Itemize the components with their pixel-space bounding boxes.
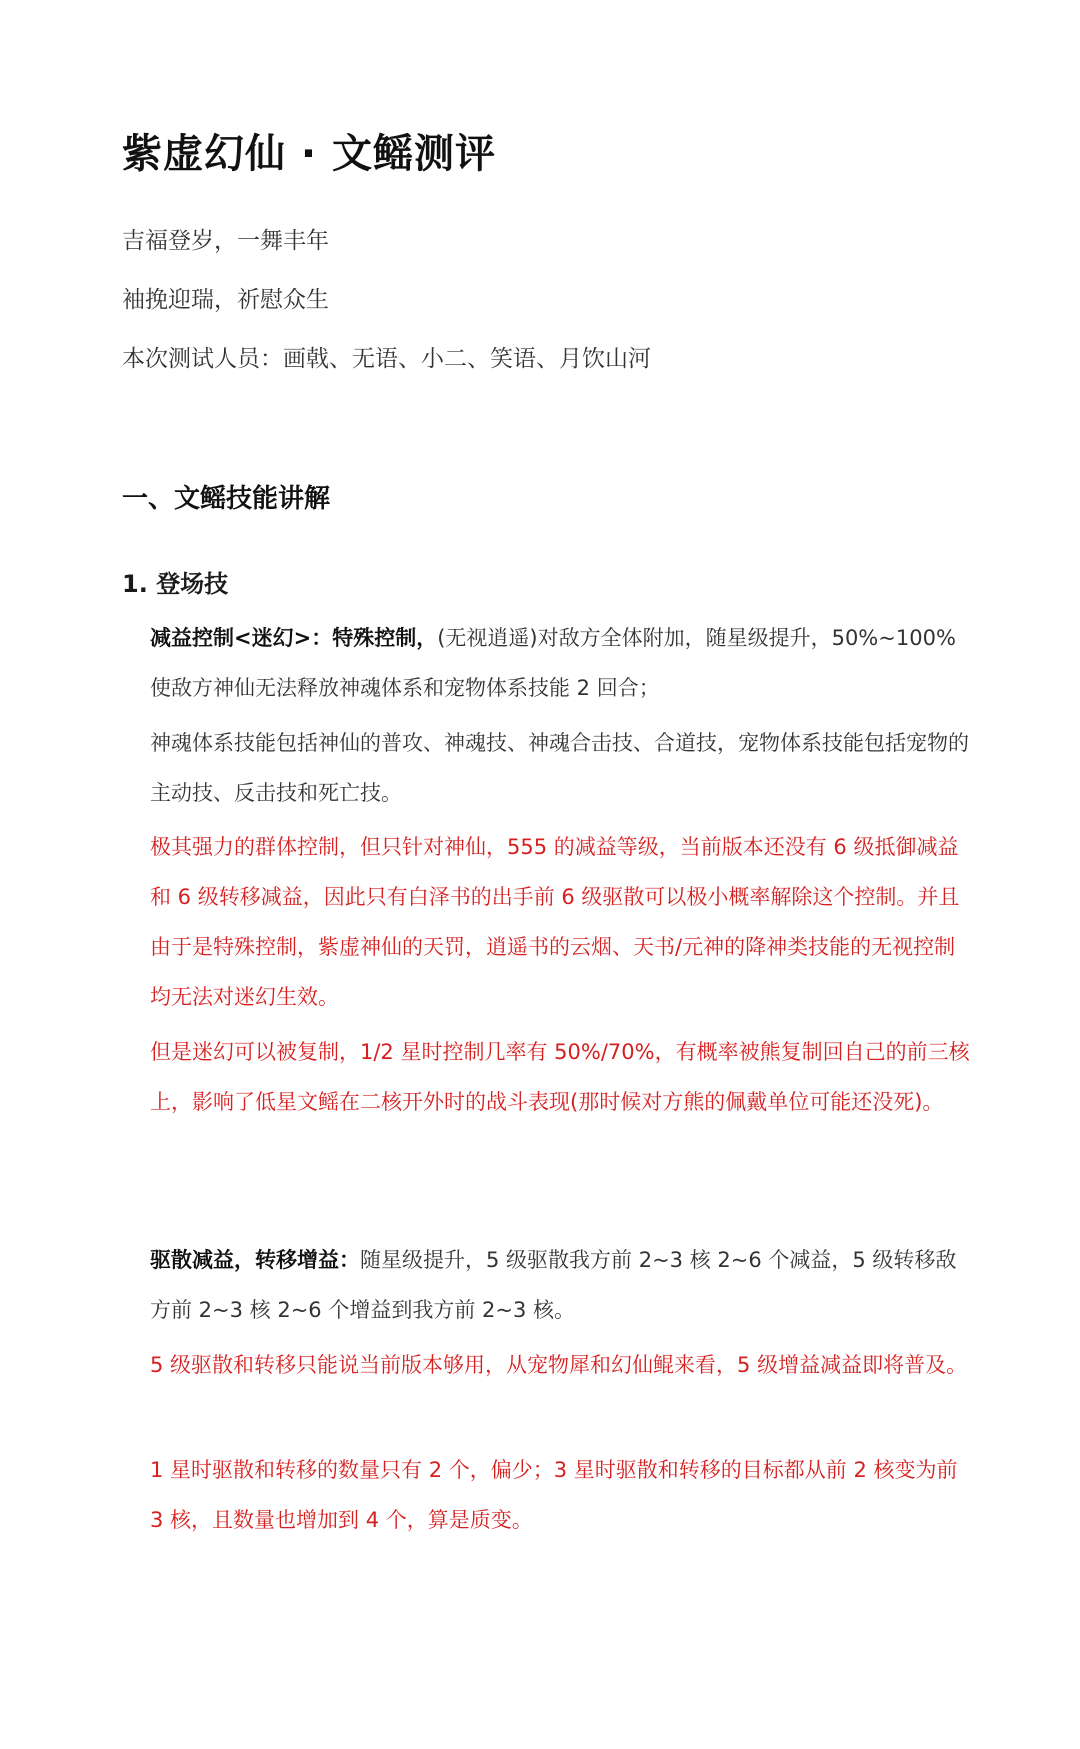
red-comment-2: 但是迷幻可以被复制，1/2 星时控制几率有 50%/70%，有概率被熊复制回自己的前三核上，影响了低星文鳐在二核开外时的战斗表现(那时候对方熊的佩戴单位可能还没死)。 bbox=[150, 1040, 970, 1114]
skill-label: 减益控制<迷幻>：特殊控制， bbox=[150, 626, 438, 650]
red-comment-1: 极其强力的群体控制，但只针对神仙，555 的减益等级，当前版本还没有 6 级抵御减益和 6 级转移减益，因此只有白泽书的出手前 6 级驱散可以极小概率解除这个控制。并且由于是特殊控制，紫虚神仙的天罚，逍遥书的云烟、天书/元神的降神类技能的无视控制均无法对迷幻生效。 bbox=[150, 835, 960, 1009]
intro-line-testers: 本次测试人员：画戟、无语、小二、笑语、月饮山河 bbox=[122, 346, 651, 372]
subsection-title: 登场技 bbox=[156, 570, 229, 598]
subsection-number: 1. bbox=[122, 570, 148, 598]
intro-line-2: 袖挽迎瑞，祈慰众生 bbox=[122, 287, 329, 313]
section-heading: 一、文鳐技能讲解 bbox=[122, 484, 331, 514]
intro-line-1: 吉福登岁，一舞丰年 bbox=[122, 228, 329, 254]
red-comment-3: 5 级驱散和转移只能说当前版本够用，从宠物犀和幻仙鲲来看，5 级增益减益即将普及。 bbox=[150, 1353, 968, 1377]
page-title: 紫虚幻仙 · 文鳐测评 bbox=[122, 131, 497, 177]
skill-note: 神魂体系技能包括神仙的普攻、神魂技、神魂合击技、合道技，宠物体系技能包括宠物的主动技、反击技和死亡技。 bbox=[150, 731, 969, 805]
skill-description bbox=[150, 613, 970, 713]
subsection-heading bbox=[122, 564, 228, 599]
skill-label-2: 驱散减益，转移增益： bbox=[150, 1248, 360, 1272]
red-comment-4: 1 星时驱散和转移的数量只有 2 个，偏少；3 星时驱散和转移的目标都从前 2 核变为前 3 核，且数量也增加到 4 个，算是质变。 bbox=[150, 1458, 958, 1532]
skill-description-2 bbox=[150, 1235, 970, 1335]
skill-desc-text: (无视逍遥)对敌方全体附加，随星级提升，50%~100%使敌方神仙无法释放神魂体系和宠物体系技能 2 回合； bbox=[150, 626, 956, 700]
skill-desc-text-2: 随星级提升，5 级驱散我方前 2~3 核 2~6 个减益，5 级转移敌方前 2~3 核 2~6 个增益到我方前 2~3 核。 bbox=[150, 1248, 957, 1322]
